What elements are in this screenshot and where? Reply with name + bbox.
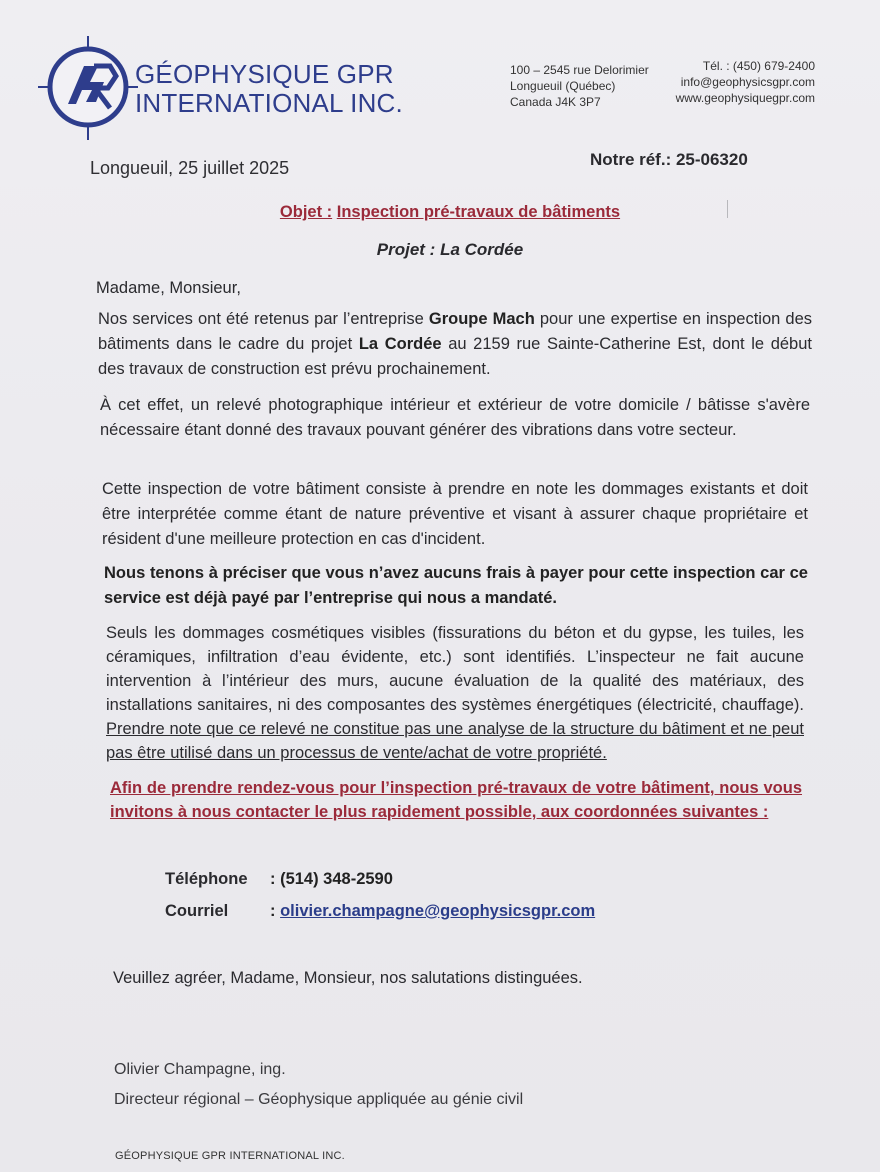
project-title: Projet : La Cordée (376, 240, 524, 259)
company-address (510, 62, 649, 110)
email-row (165, 902, 595, 921)
closing-line: Veuillez agréer, Madame, Monsieur, nos salutations distinguées. (113, 969, 583, 987)
paragraph-inspection: Cette inspection de votre bâtiment consiste à prendre en note les dommages existants et doit être interprétée comme étant de nature préventive et visant à assurer chaque propriétaire et résident d'une meilleure protection en cas d'incident. (102, 480, 808, 548)
paragraph-appointment: Afin de prendre rendez-vous pour l’inspection pré-travaux de votre bâtiment, nous vous invitons à nous contacter le plus rapidement possible, aux coordonnées suivantes : (110, 779, 802, 821)
company-contact (665, 58, 815, 106)
address-line: Longueuil (Québec) (510, 79, 616, 93)
email-label: Courriel (165, 902, 229, 920)
address-line: 100 – 2545 rue Delorimier (510, 63, 649, 77)
subject-label: Objet : (279, 203, 333, 221)
scope-note: Prendre note que ce relevé ne constitue pas une analyse de la structure du bâtiment et ne peut pas être utilisé dans un processus de vente/achat de votre propriété. (106, 720, 804, 762)
client-name: Groupe Mach (428, 310, 535, 328)
text-run: au 2159 rue Sainte-Catherine Est, dont le début des travaux de construction est prévu prochainement. (98, 335, 812, 378)
signature-title: Directeur régional – Géophysique appliquée au génie civil (114, 1091, 524, 1108)
project-name: La Cordée (358, 335, 442, 353)
company-name-line1: GÉOPHYSIQUE GPR (135, 59, 394, 89)
text-run: pour une expertise en inspection des bâtiments dans le cadre du projet (98, 310, 812, 353)
paragraph-no-fees: Nous tenons à préciser que vous n’avez aucuns frais à payer pour cette inspection car ce service est déjà payé par l’entreprise qui nous a mandaté. (104, 564, 808, 607)
company-logo (38, 36, 138, 140)
place-date: Longueuil, 25 juillet 2025 (90, 158, 290, 178)
paragraph-mandate (98, 307, 812, 382)
email-prefix: : (270, 902, 281, 920)
text-run: Seuls les dommages cosmétiques visibles (fissurations du béton et du gypse, les tuiles, les céramiques, infiltration d’eau évidente, etc.) sont identifiés. L’inspecteur ne fait aucune intervention à l’intérieur des murs, aucune évaluation de la qualité des matériaux, des installations sanitaires, ni des composantes des systèmes énergétiques (électricité, chauffage). (106, 624, 804, 714)
letter-subject (0, 203, 880, 222)
company-name (135, 60, 403, 118)
reference-number: Notre réf.: 25-06320 (590, 150, 748, 169)
company-name-line2: INTERNATIONAL INC. (135, 88, 403, 118)
footer-company: GÉOPHYSIQUE GPR INTERNATIONAL INC. (115, 1150, 345, 1162)
phone-number[interactable]: : (514) 348-2590 (270, 870, 393, 888)
salutation: Madame, Monsieur, (96, 279, 241, 297)
signature-name: Olivier Champagne, ing. (114, 1061, 286, 1078)
text-run: Nos services ont été retenus par l’entreprise (98, 310, 429, 328)
contact-website[interactable]: www.geophysiquegpr.com (675, 91, 815, 105)
paragraph-survey: À cet effet, un relevé photographique intérieur et extérieur de votre domicile / bâtisse s'avère nécessaire étant donné des travaux pouvant générer des vibrations dans votre secteur. (100, 396, 810, 439)
phone-row (165, 870, 393, 889)
phone-label: Téléphone (165, 870, 248, 888)
email-link[interactable]: olivier.champagne@geophysicsgpr.com (280, 902, 596, 920)
contact-phone: Tél. : (450) 679-2400 (702, 59, 815, 73)
address-line: Canada J4K 3P7 (510, 95, 601, 109)
paragraph-scope (106, 621, 804, 765)
contact-email[interactable]: info@geophysicsgpr.com (680, 75, 815, 89)
subject-text: Inspection pré-travaux de bâtiments (336, 203, 621, 221)
